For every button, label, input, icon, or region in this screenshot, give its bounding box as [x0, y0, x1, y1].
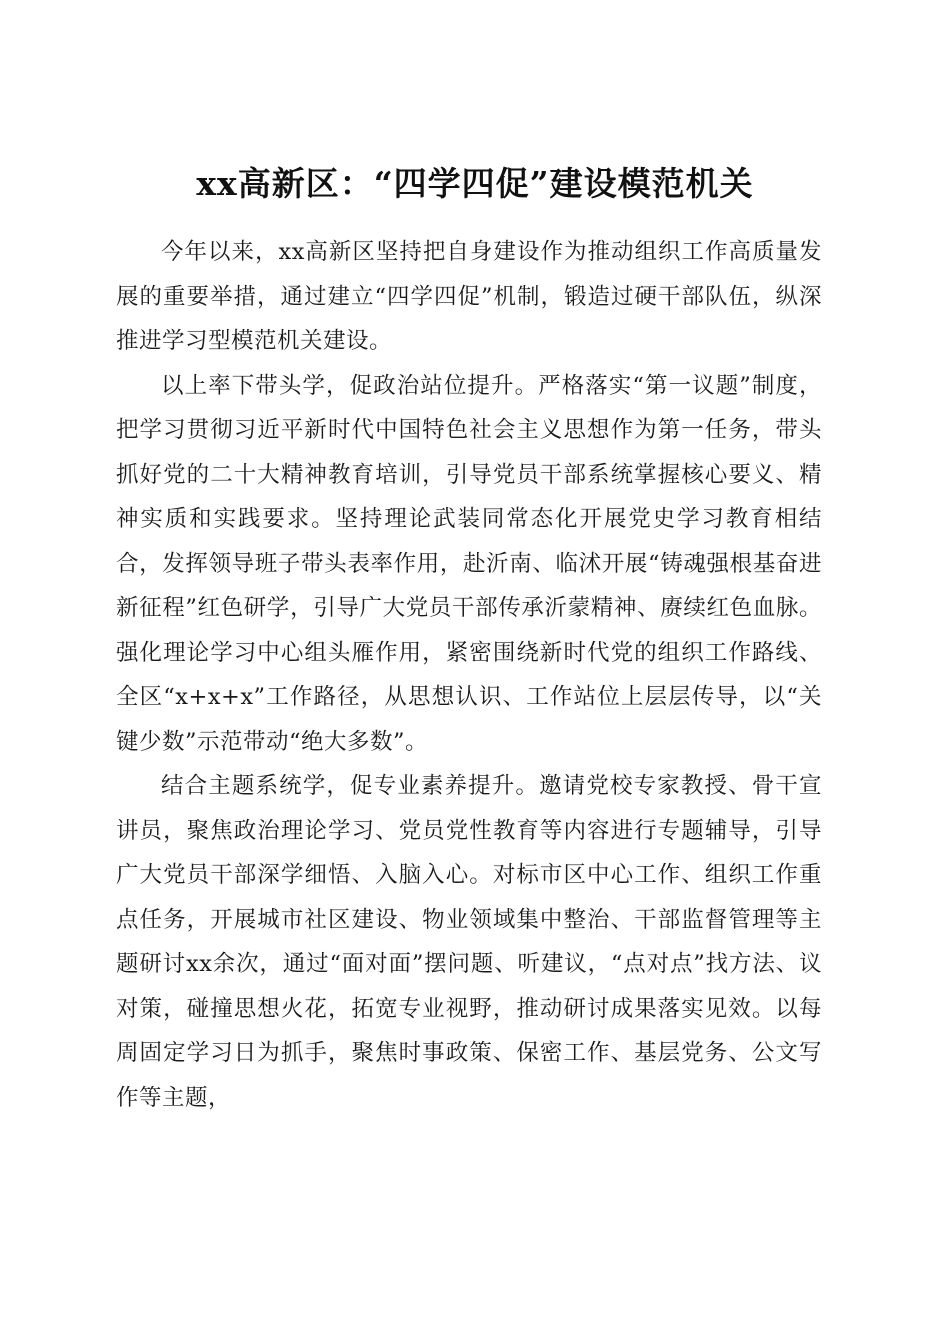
paragraph-thematic-study: 结合主题系统学，促专业素养提升。邀请党校专家教授、骨干宣讲员，聚焦政治理论学习、党员党性教育等内容进行专题辅导，引导广大党员干部深学细悟、入脑入心。对标市区中心工作、组织工作重点任务，开展城市社区建设、物业领域集中整治、干部监督管理等主题研讨xx余次，通过“面对面”摆问题、听建议，“点对点”找方法、议对策，碰撞思想火花，拓宽专业视野，推动研讨成果落实见效。以每周固定学习日为抓手，聚焦时事政策、保密工作、基层党务、公文写作等主题，: [116, 773, 822, 1111]
document-title: xx高新区：“四学四促”建设模范机关: [196, 164, 754, 204]
document-body: [116, 230, 822, 1120]
paragraph-intro: 今年以来，xx高新区坚持把自身建设作为推动组织工作高质量发展的重要举措，通过建立“四学四促”机制，锻造过硬干部队伍，纵深推进学习型模范机关建设。: [116, 239, 822, 354]
paragraph-lead-by-example: 以上率下带头学，促政治站位提升。严格落实“第一议题”制度，把学习贯彻习近平新时代中国特色社会主义思想作为第一任务，带头抓好党的二十大精神教育培训，引导党员干部系统掌握核心要义、精神实质和实践要求。坚持理论武装同常态化开展党史学习教育相结合，发挥领导班子带头表率作用，赴沂南、临沭开展“铸魂强根基奋进新征程”红色研学，引导广大党员干部传承沂蒙精神、赓续红色血脉。强化理论学习中心组头雁作用，紧密围绕新时代党的组织工作路线、全区“x+x+x”工作路径，从思想认识、工作站位上层层传导，以“关键少数”示范带动“绝大多数”。: [116, 372, 822, 755]
